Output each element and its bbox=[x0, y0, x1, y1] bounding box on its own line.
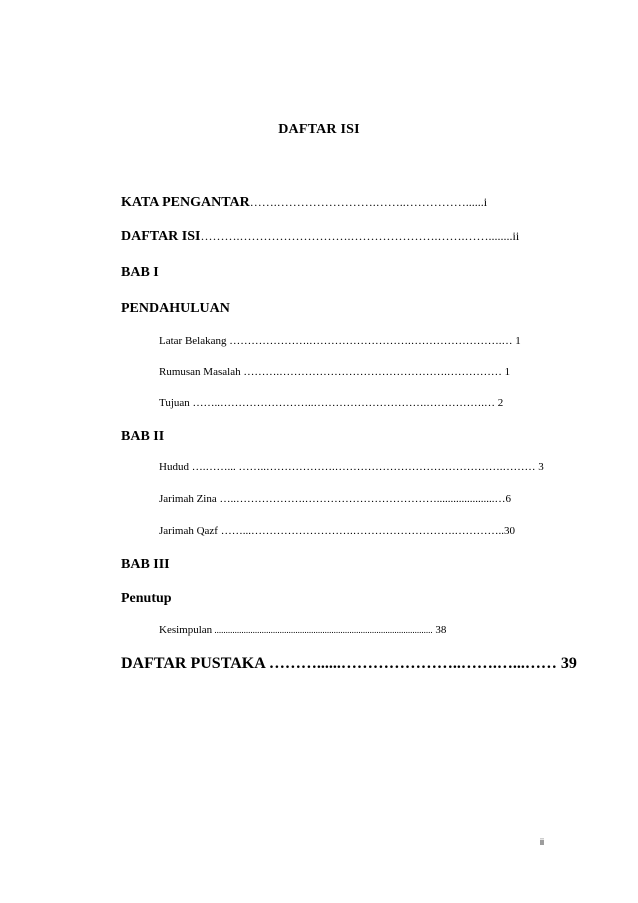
toc-page-number: 1 bbox=[501, 366, 511, 378]
toc-leader-dots: ………………….……………………….…………………….… bbox=[226, 335, 513, 347]
toc-page-number: 1 bbox=[512, 335, 521, 347]
toc-leader-dots: ................................................................................................. bbox=[212, 625, 433, 635]
toc-entry-label: Jarimah Qazf bbox=[159, 525, 218, 537]
toc-entry-label: Rumusan Masalah bbox=[159, 366, 241, 378]
toc-leader-dots: ….……... ……..……………….……………………………………….……… bbox=[188, 461, 536, 473]
toc-entry-label: KATA PENGANTAR bbox=[121, 195, 250, 210]
toc-entry-jarimah-qazf bbox=[159, 526, 515, 537]
toc-heading-bab-2 bbox=[121, 430, 164, 444]
toc-entry-rumusan-masalah bbox=[159, 367, 510, 378]
toc-entry-jarimah-zina bbox=[159, 494, 511, 505]
toc-page-number: i bbox=[483, 195, 488, 209]
toc-heading-bab-3 bbox=[121, 558, 170, 572]
toc-leader-dots: ………......…………………..…….…...…… bbox=[264, 655, 557, 672]
toc-leader-dots: …….…………………….……..……………...... bbox=[249, 195, 484, 209]
toc-entry-label: Tujuan bbox=[159, 397, 190, 409]
page-number-footer: ii bbox=[540, 837, 544, 847]
toc-leader-dots: ……..……………………..………………………….…………….… bbox=[189, 397, 496, 409]
toc-entry-label: PENDAHULUAN bbox=[121, 301, 230, 316]
toc-entry-label: BAB I bbox=[121, 265, 159, 280]
toc-entry-label: Hudud bbox=[159, 461, 189, 473]
toc-entry-latar-belakang bbox=[159, 336, 521, 347]
toc-entry-kata-pengantar bbox=[121, 196, 487, 210]
toc-entry-label: Kesimpulan bbox=[159, 624, 213, 636]
toc-page-number: 38 bbox=[432, 624, 447, 636]
toc-page-number: 39 bbox=[556, 655, 577, 672]
toc-leader-dots: ……….……………………….………………….…….……........ bbox=[200, 229, 513, 243]
toc-entry-daftar-pustaka bbox=[121, 656, 577, 672]
toc-entry-hudud bbox=[159, 462, 544, 473]
toc-page-number: ii bbox=[512, 229, 520, 243]
toc-heading-pendahuluan bbox=[121, 302, 230, 316]
toc-entry-label: Penutup bbox=[121, 591, 172, 606]
toc-leader-dots: ……...……………………….……………………….………….. bbox=[217, 525, 504, 537]
toc-entry-label: DAFTAR ISI bbox=[121, 229, 201, 244]
toc-entry-label: Jarimah Zina bbox=[159, 493, 217, 505]
toc-page-number: 2 bbox=[495, 397, 504, 409]
toc-entry-label: Latar Belakang bbox=[159, 335, 227, 347]
toc-heading-penutup bbox=[121, 592, 172, 606]
toc-entry-label: BAB III bbox=[121, 557, 170, 572]
toc-entry-daftar-isi bbox=[121, 230, 519, 244]
toc-entry-tujuan bbox=[159, 398, 503, 409]
toc-entry-label: BAB II bbox=[121, 429, 165, 444]
page-title: DAFTAR ISI bbox=[278, 122, 360, 137]
toc-page-number: 3 bbox=[535, 461, 544, 473]
toc-leader-dots: …..……………….……………………………….....................… bbox=[216, 493, 506, 505]
toc-heading-bab-1 bbox=[121, 266, 159, 280]
toc-page-number: 30 bbox=[503, 525, 515, 537]
toc-entry-label: DAFTAR PUSTAKA bbox=[121, 655, 265, 672]
toc-leader-dots: ……….……………………………………….…………… bbox=[240, 366, 502, 378]
toc-page-number: 6 bbox=[505, 493, 511, 505]
toc-entry-kesimpulan bbox=[159, 625, 446, 636]
